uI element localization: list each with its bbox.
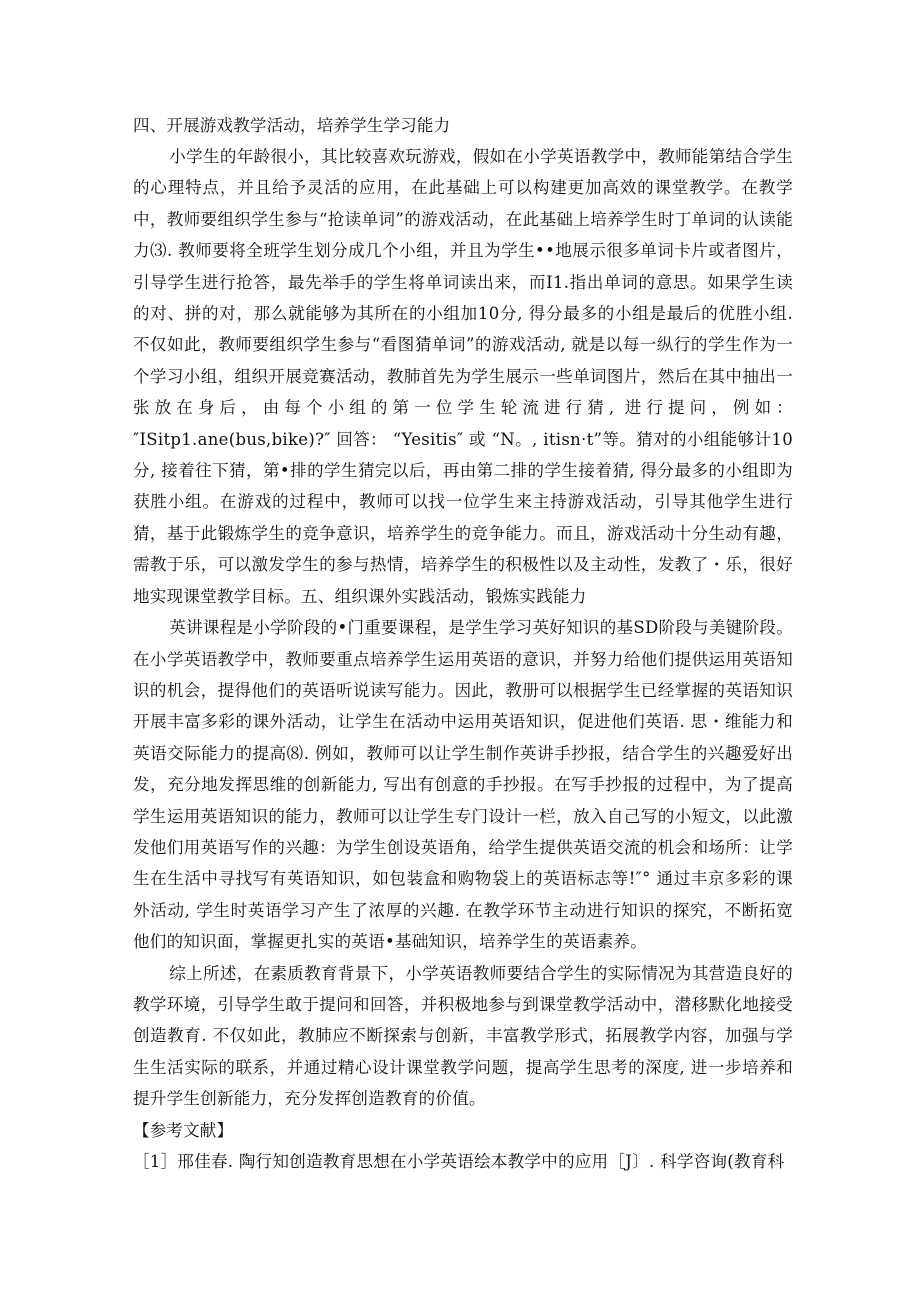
references-heading: 【参考文献】 (133, 1120, 234, 1140)
paragraph: 综上所述，在素质教育背景下，小学英语教师要结合学生的实际情况为其营造良好的教学环境，引导学生敢于提问和回答，并积极地参与到课堂教学活动中，潜移默化地接受创造教育. 不仅如此，教肺应不断探索与创新，丰富教学形式，拓展教学内容，加强与学生生活实际的联系，并通过精心设计课堂教学问题，提高学生思考的深度, 进一步培养和提升学生创新能力，充分发挥创造教育的价值。 (133, 963, 793, 1109)
paragraph: 英讲课程是小学阶段的•门重要课程，是学生学习英好知识的基SD阶段与美键阶段。在小学英语教学中，教师要重点培养学生运用英语的意识，并努力给他们提供运用英语知识的机会，提得他们的英语听说读写能力。因此，教册可以根据学生已经掌握的英语知识开展丰富多彩的课外活动，让学生在活动中运用英语知识，促进他们英语. 思・维能力和英语交际能力的提高⑻. 例如，教师可以让学生制作英讲手抄报，结合学生的兴趣爱好出发，充分地发挥思维的创新能力, 写出有创意的手抄报。在写手抄报的过程中，为了提高学生运用英语知识的能力，教师可以让学生专门设计一栏，放入自己写的小短文，以此激发他们用英语写作的兴趣：为学生创设英语角，给学生提供英语交流的机会和场所：让学生在生活中寻找写有英语知识，如包装盒和购物袋上的英语标志等!″° 通过丰京多彩的课外活动, 学生时英语学习产生了浓厚的兴趣. 在教学环节主动进行知识的探究，不断拓宽他们的知识面，掌握更扎实的英语•基础知识，培养学生的英语素养。 (133, 618, 793, 952)
document-body (133, 110, 793, 1177)
reference-item: ［1］邢佳春. 陶行知创造教育思想在小学英语绘本教学中的应用［J〕. 科学咨询(教育科 (133, 1151, 785, 1171)
paragraph: 小学生的年龄很小，其比较喜欢玩游戏，假如在小学英语教学中，教师能第结合学生的心理特点，并且给予灵活的应用，在此基础上可以构建更加高效的课堂教学。在教学中，教师要组织学生参与“抢读单词”的游戏活动，在此基础上培养学生时丁单词的认读能力⑶. 教师要将全班学生划分成几个小组，并且为学生••地展示很多单词卡片或者图片，引导学生进行抢答，最先举手的学生将单词读出来，而I1.指出单词的意思。如果学生读的对、拼的对，那么就能够为其所在的小组加10分, 得分最多的小组是最后的优胜小组. 不仅如此，教师要组织学生参与“看图猜单词”的游戏活动, 就是以每一纵行的学生作为一个学习小组，组织开展竞赛活动，教肺首先为学生展示一些单词图片，然后在其中抽出一张放在身后，由每个小组的第一位学生轮流进行猜, 进行提问，例如：″ISitp1.ane(bus,bike)?″ 回答： “Yesitis″ 或 “N。, itisn‧t”等。猜对的小组能够计10分, 接着往下猜，第•排的学生猜完以后，再由第二排的学生接着猜, 得分最多的小组即为获胜小组。在游戏的过程中，教师可以找一位学生来主持游戏活动，引导其他学生进行猜，基于此锻炼学生的竞争意识，培养学生的竞争能力。而且，游戏活动十分生动有趣，需教于乐，可以激发学生的参与热情，培养学生的积极性以及主动性，发教了・乐，很好地实现课堂教学目标。五、组织课外实践活动，锻炼实践能力 (133, 147, 793, 606)
section-heading: 四、开展游戏教学活动，培养学生学习能力 (133, 116, 451, 135)
